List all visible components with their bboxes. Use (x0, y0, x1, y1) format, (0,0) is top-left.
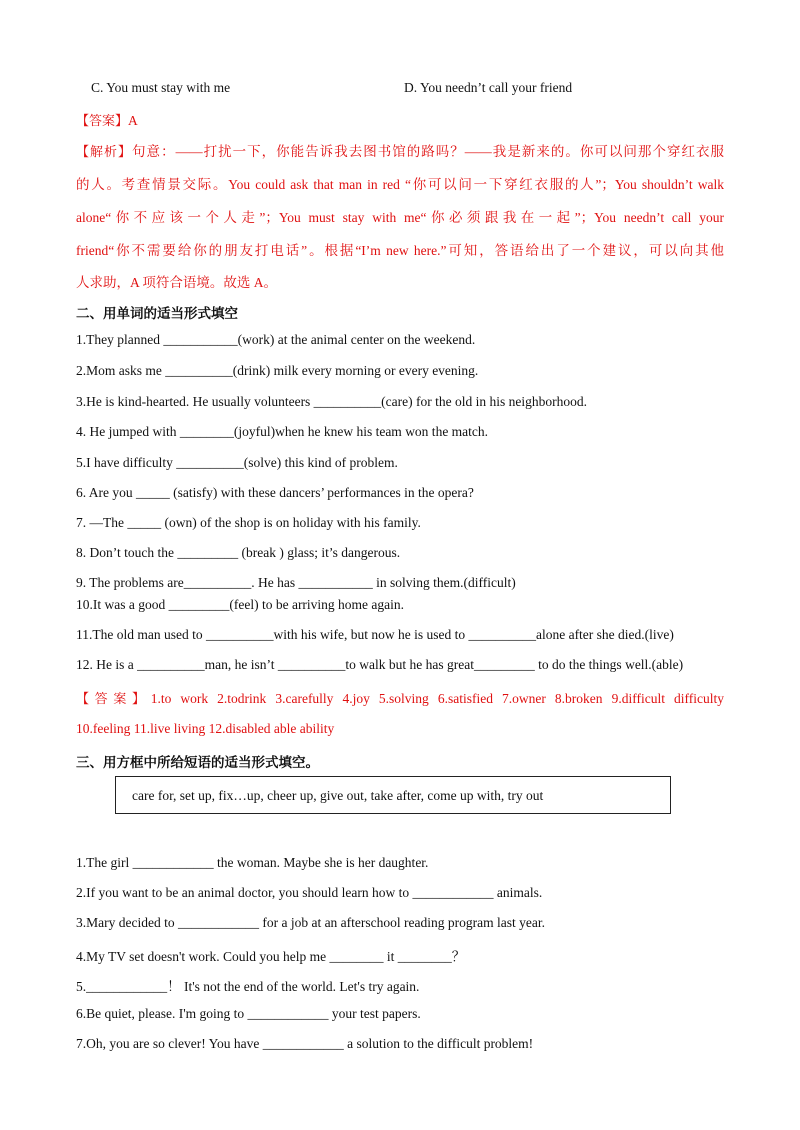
analysis-tag: 【解析】 (76, 145, 133, 160)
section2-item-1: 1.They planned ___________(work) at the animal center on the weekend. (76, 332, 476, 347)
section2-answer-tag: 【答案】 (76, 692, 151, 707)
analysis-line-4: friend“你不需要给你的朋友打电话”。根据“I’m new here.”可知，答语给出了一个建议，可以向其他 (76, 243, 724, 258)
section2-item-10: 10.It was a good _________(feel) to be arriving home again. (76, 597, 405, 612)
answer-block (76, 110, 138, 129)
section2-item-8: 8. Don’t touch the _________ (break ) glass; it’s dangerous. (76, 545, 401, 560)
section2-item-7: 7. —The _____ (own) of the shop is on holiday with his family. (76, 515, 421, 530)
section3-item-6: 6.Be quiet, please. I'm going to ____________ your test papers. (76, 1006, 421, 1021)
section2-item-3: 3.He is kind-hearted. He usually volunteers __________(care) for the old in his neighborhood. (76, 394, 588, 409)
section2-item-9: 9. The problems are__________. He has ___________ in solving them.(difficult) (76, 575, 516, 590)
section3-heading: 三、用方框中所给短语的适当形式填空。 (76, 755, 319, 770)
answer-value: A (128, 113, 138, 128)
analysis-line-2: 的人。考查情景交际。You could ask that man in red “你可以问一下穿红衣服的人”；You shouldn’t walk (76, 177, 724, 192)
section3-item-3: 3.Mary decided to ____________ for a job at an afterschool reading program last year. (76, 915, 545, 930)
analysis-line-3: alone“你不应该一个人走”；You must stay with me“你必须跟我在一起”；You needn’t call your (76, 210, 724, 225)
section3-item-2: 2.If you want to be an animal doctor, you should learn how to ____________ animals. (76, 885, 543, 900)
section3-item-7: 7.Oh, you are so clever! You have ____________ a solution to the difficult problem! (76, 1036, 534, 1051)
section2-item-5: 5.I have difficulty __________(solve) this kind of problem. (76, 455, 398, 470)
phrase-box-text: care for, set up, fix…up, cheer up, give out, take after, come up with, try out (132, 788, 544, 803)
section3-item-4: 4.My TV set doesn't work. Could you help me ________ it ________？ (76, 949, 466, 964)
phrase-box (115, 776, 671, 814)
analysis-line-1: 【解析】句意：——打扰一下，你能告诉我去图书馆的路吗？——我是新来的。你可以问那个穿红衣服 (76, 144, 724, 160)
section2-item-2: 2.Mom asks me __________(drink) milk every morning or every evening. (76, 363, 479, 378)
analysis-line-5: 人求助，A 项符合语境。故选 A。 (76, 275, 278, 290)
section2-answer-line-2: 10.feeling 11.live living 12.disabled able ability (76, 721, 335, 736)
answer-tag: 【答案】 (76, 114, 129, 129)
section3-item-1: 1.The girl ____________ the woman. Maybe she is her daughter. (76, 855, 429, 870)
section2-item-4: 4. He jumped with ________(joyful)when he knew his team won the match. (76, 424, 489, 439)
section2-answer-line-1: 【答案】1.to work 2.todrink 3.carefully 4.joy 5.solving 6.satisfied 7.owner 8.broken 9.difficult difficulty (76, 691, 724, 707)
section2-item-11: 11.The old man used to __________with his wife, but now he is used to __________alone after she died.(live) (76, 627, 674, 642)
section2-heading: 二、用单词的适当形式填空 (76, 306, 238, 321)
section3-item-5: 5.____________！ It's not the end of the world. Let's try again. (76, 979, 420, 994)
section2-item-6: 6. Are you _____ (satisfy) with these dancers’ performances in the opera? (76, 485, 474, 500)
section2-item-12: 12. He is a __________man, he isn’t __________to walk but he has great_________ to do the things well.(able) (76, 657, 684, 672)
option-d: D. You needn’t call your friend (404, 80, 573, 95)
option-c: C. You must stay with me (91, 80, 231, 95)
